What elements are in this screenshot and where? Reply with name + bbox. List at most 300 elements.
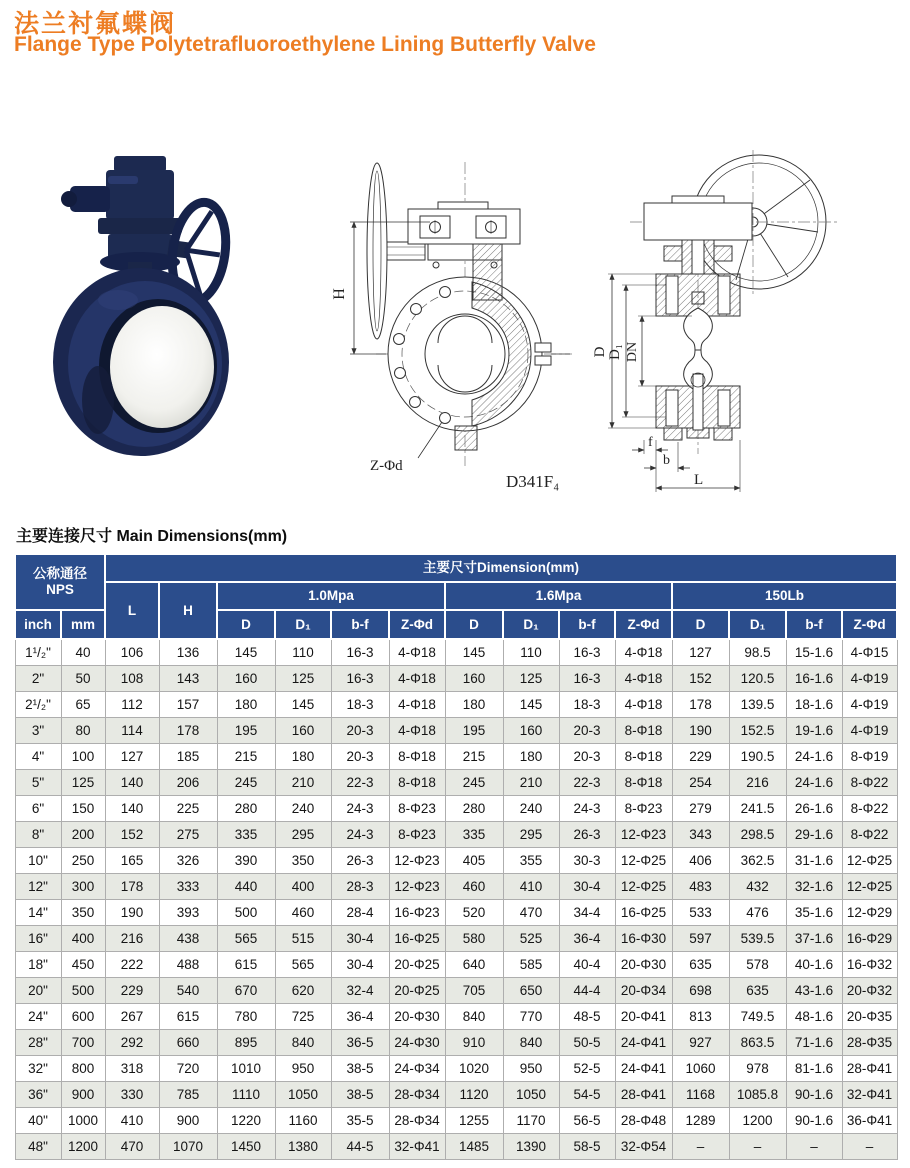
dimension-cell: 813	[672, 1004, 729, 1030]
dimension-cell: 6"	[15, 796, 61, 822]
dimension-cell: 24-1.6	[786, 770, 842, 796]
table-row	[15, 848, 897, 874]
dimension-cell: 140	[105, 796, 159, 822]
dimension-cell: 185	[159, 744, 217, 770]
dimension-cell: 470	[503, 900, 559, 926]
dimension-cell: 35-1.6	[786, 900, 842, 926]
dimension-cell: 8-Φ23	[615, 796, 672, 822]
dimension-cell: 20-3	[559, 744, 615, 770]
dimension-cell: 450	[61, 952, 105, 978]
dimension-cell: 400	[61, 926, 105, 952]
dimension-cell: 216	[105, 926, 159, 952]
dimension-cell: 900	[159, 1108, 217, 1134]
dimension-cell: 520	[445, 900, 503, 926]
valve-model-code: D341F₄	[506, 472, 560, 491]
dimension-cell: 540	[159, 978, 217, 1004]
dimension-cell: 355	[503, 848, 559, 874]
col-header-zphid: Z-Φd	[842, 610, 897, 639]
valve-photo	[48, 150, 243, 465]
dimension-cell: 200	[61, 822, 105, 848]
dimension-cell: 14"	[15, 900, 61, 926]
dimension-cell: –	[672, 1134, 729, 1160]
dn-dimension-label: DN	[625, 341, 640, 363]
dimension-cell: 539.5	[729, 926, 786, 952]
dimension-cell: 406	[672, 848, 729, 874]
dimension-cell: 160	[445, 666, 503, 692]
dimension-cell: 52-5	[559, 1056, 615, 1082]
dimension-cell: 16-Φ29	[842, 926, 897, 952]
dimension-cell: 600	[61, 1004, 105, 1030]
dimension-cell: 4-Φ18	[615, 666, 672, 692]
dimension-cell: 26-1.6	[786, 796, 842, 822]
dimension-cell: 12-Φ25	[615, 874, 672, 900]
dimension-cell: 950	[503, 1056, 559, 1082]
dimension-cell: 780	[217, 1004, 275, 1030]
dimension-cell: 24-3	[331, 796, 389, 822]
dimension-cell: 18"	[15, 952, 61, 978]
dimension-cell: 20-3	[331, 744, 389, 770]
dimension-cell: 2"	[15, 666, 61, 692]
dimension-cell: 1485	[445, 1134, 503, 1160]
dimension-cell: 112	[105, 692, 159, 718]
dimension-cell: 16-Φ23	[389, 900, 445, 926]
dimension-cell: 30-4	[331, 952, 389, 978]
dimension-cell: 1060	[672, 1056, 729, 1082]
dimension-cell: 108	[105, 666, 159, 692]
dimension-cell: 12-Φ25	[842, 848, 897, 874]
dimension-cell: 840	[445, 1004, 503, 1030]
dimension-cell: 40-4	[559, 952, 615, 978]
dimension-cell: 1070	[159, 1134, 217, 1160]
dimension-cell: 241.5	[729, 796, 786, 822]
dimension-cell: 565	[217, 926, 275, 952]
nps-label-zh: 公称通径	[33, 566, 87, 582]
col-group-10mpa: 1.0Mpa	[217, 582, 445, 610]
col-group-150lb: 150Lb	[672, 582, 897, 610]
table-row	[15, 796, 897, 822]
dimension-cell: 110	[275, 639, 331, 666]
f-dimension-label: f	[648, 435, 653, 450]
dimension-cell: 140	[105, 770, 159, 796]
dimension-cell: 165	[105, 848, 159, 874]
dimension-cell: 90-1.6	[786, 1108, 842, 1134]
dimension-cell: 343	[672, 822, 729, 848]
dimension-cell: 29-1.6	[786, 822, 842, 848]
dimension-cell: 785	[159, 1082, 217, 1108]
dimension-cell: 16-Φ32	[842, 952, 897, 978]
dimension-cell: 240	[503, 796, 559, 822]
dimension-cell: 1170	[503, 1108, 559, 1134]
table-row	[15, 1030, 897, 1056]
dimensions-table-body	[15, 639, 897, 1160]
dimension-cell: 139.5	[729, 692, 786, 718]
table-row	[15, 1134, 897, 1160]
dimension-cell: 840	[503, 1030, 559, 1056]
dimension-cell: 295	[275, 822, 331, 848]
table-row	[15, 718, 897, 744]
dimension-cell: 1255	[445, 1108, 503, 1134]
dimension-cell: 24-Φ34	[389, 1056, 445, 1082]
dimension-cell: 65	[61, 692, 105, 718]
dimension-cell: 300	[61, 874, 105, 900]
dimension-cell: 24-Φ30	[389, 1030, 445, 1056]
dimension-cell: 705	[445, 978, 503, 1004]
dimension-cell: 770	[503, 1004, 559, 1030]
dimension-cell: 950	[275, 1056, 331, 1082]
dimension-cell: 15-1.6	[786, 639, 842, 666]
dimension-cell: 3"	[15, 718, 61, 744]
dimension-cell: 195	[445, 718, 503, 744]
page-title-chinese: 法兰衬氟蝶阀	[14, 10, 177, 38]
dimension-cell: 216	[729, 770, 786, 796]
dimension-cell: 725	[275, 1004, 331, 1030]
dimension-cell: 635	[672, 952, 729, 978]
dimension-cell: 500	[217, 900, 275, 926]
dimension-cell: 8"	[15, 822, 61, 848]
col-header-bf: b-f	[331, 610, 389, 639]
dimension-cell: 18-1.6	[786, 692, 842, 718]
dimension-cell: 32"	[15, 1056, 61, 1082]
dimension-cell: 38-5	[331, 1056, 389, 1082]
dimension-cell: 20-Φ25	[389, 952, 445, 978]
dimension-cell: 1390	[503, 1134, 559, 1160]
dimension-cell: 24-3	[331, 822, 389, 848]
col-header-bf: b-f	[786, 610, 842, 639]
dimension-cell: 578	[729, 952, 786, 978]
dimension-cell: –	[729, 1134, 786, 1160]
dimension-cell: 12-Φ23	[615, 822, 672, 848]
gearbox	[644, 196, 752, 240]
dimension-cell: 215	[217, 744, 275, 770]
dimension-cell: 24-Φ41	[615, 1056, 672, 1082]
dimension-cell: 100	[61, 744, 105, 770]
bolt-pattern-label: Z-Φd	[370, 458, 403, 474]
dimension-cell: 330	[105, 1082, 159, 1108]
dimension-cell: 31-1.6	[786, 848, 842, 874]
dimension-cell: 24-Φ41	[615, 1030, 672, 1056]
dimension-cell: 50	[61, 666, 105, 692]
dimension-cell: 125	[61, 770, 105, 796]
dimension-cell: 440	[217, 874, 275, 900]
dimension-cell: 250	[61, 848, 105, 874]
dimension-cell: 32-Φ41	[389, 1134, 445, 1160]
dimension-cell: 58-5	[559, 1134, 615, 1160]
dimension-cell: 127	[105, 744, 159, 770]
dimension-cell: 114	[105, 718, 159, 744]
bolt-hole	[394, 334, 405, 345]
dimension-cell: 24-1.6	[786, 744, 842, 770]
b-dimension-label: b	[663, 453, 670, 468]
dimension-cell: 125	[275, 666, 331, 692]
table-row	[15, 744, 897, 770]
dimension-cell: 438	[159, 926, 217, 952]
dimension-cell: 275	[159, 822, 217, 848]
dimension-cell: 80	[61, 718, 105, 744]
dimension-cell: 145	[445, 639, 503, 666]
dimension-cell: 48-5	[559, 1004, 615, 1030]
dimension-cell: 229	[105, 978, 159, 1004]
dimension-cell: 4-Φ18	[389, 718, 445, 744]
col-header-d1: D₁	[275, 610, 331, 639]
dimension-cell: 20-Φ25	[389, 978, 445, 1004]
dimension-cell: 28-Φ35	[842, 1030, 897, 1056]
col-header-bf: b-f	[559, 610, 615, 639]
dimension-cell: 597	[672, 926, 729, 952]
dimension-cell: 4-Φ18	[389, 666, 445, 692]
dimension-cell: 37-1.6	[786, 926, 842, 952]
dimension-cell: 160	[275, 718, 331, 744]
header-row-2	[15, 582, 897, 610]
dimension-cell: 210	[275, 770, 331, 796]
col-header-d1: D₁	[503, 610, 559, 639]
bolt-callout-leader	[418, 422, 442, 458]
dimension-cell: 720	[159, 1056, 217, 1082]
col-header-nps	[15, 554, 105, 610]
valve-actuator	[61, 156, 182, 286]
dimension-cell: 28-Φ34	[389, 1108, 445, 1134]
dimension-cell: 160	[503, 718, 559, 744]
valve-body-section	[656, 240, 740, 440]
dimension-cell: 195	[217, 718, 275, 744]
dimension-cell: 335	[445, 822, 503, 848]
dimension-cell: 1220	[217, 1108, 275, 1134]
dimension-cell: 8-Φ18	[389, 770, 445, 796]
table-row	[15, 822, 897, 848]
dimension-cell: 145	[217, 639, 275, 666]
ptfe-lining	[110, 306, 214, 428]
dimension-cell: 749.5	[729, 1004, 786, 1030]
dimension-cell: 16-Φ25	[615, 900, 672, 926]
col-header-d: D	[445, 610, 503, 639]
h-dimension-label: H	[331, 288, 348, 300]
dimension-cell: 125	[503, 666, 559, 692]
dimension-cell: 26-3	[559, 822, 615, 848]
dimension-cell: 280	[445, 796, 503, 822]
dimension-cell: 405	[445, 848, 503, 874]
dimension-cell: 30-3	[559, 848, 615, 874]
dimension-cell: 24"	[15, 1004, 61, 1030]
dimension-cell: 136	[159, 639, 217, 666]
col-header-dimension: 主要尺寸Dimension(mm)	[105, 554, 897, 582]
dimension-cell: 1020	[445, 1056, 503, 1082]
dimension-cell: 333	[159, 874, 217, 900]
dimension-cell: 152.5	[729, 718, 786, 744]
dimension-cell: 180	[217, 692, 275, 718]
dimension-cell: 978	[729, 1056, 786, 1082]
dimension-cell: 180	[503, 744, 559, 770]
dimension-cell: 24-3	[559, 796, 615, 822]
dimension-cell: 157	[159, 692, 217, 718]
dimension-cell: 35-5	[331, 1108, 389, 1134]
table-row	[15, 1004, 897, 1030]
bolt-hole	[411, 304, 422, 315]
dimension-cell: 476	[729, 900, 786, 926]
col-header-l: L	[105, 582, 159, 639]
dimension-cell: 335	[217, 822, 275, 848]
dimension-cell: 152	[672, 666, 729, 692]
dimension-cell: 98.5	[729, 639, 786, 666]
dimension-cell: 20-Φ30	[615, 952, 672, 978]
dimension-cell: 1010	[217, 1056, 275, 1082]
dimension-cell: 12-Φ29	[842, 900, 897, 926]
dimension-cell: 190	[105, 900, 159, 926]
dimension-cell: 8-Φ22	[842, 770, 897, 796]
dimension-cell: 20-Φ35	[842, 1004, 897, 1030]
dimension-cell: 533	[672, 900, 729, 926]
dimension-cell: 20-Φ32	[842, 978, 897, 1004]
dimension-cell: 460	[275, 900, 331, 926]
side-view-drawing	[588, 142, 878, 507]
dimension-cell: 16-3	[331, 639, 389, 666]
dimension-cell: 362.5	[729, 848, 786, 874]
dimension-cell: 1289	[672, 1108, 729, 1134]
dimension-cell: 16-3	[559, 666, 615, 692]
dimension-cell: 4-Φ18	[615, 692, 672, 718]
dimension-cell: 28-4	[331, 900, 389, 926]
dimension-cell: –	[786, 1134, 842, 1160]
dimension-cell: 1050	[503, 1082, 559, 1108]
col-header-inch: inch	[15, 610, 61, 639]
dimension-cell: 390	[217, 848, 275, 874]
dimension-cell: 8-Φ18	[389, 744, 445, 770]
page-title-english: Flange Type Polytetrafluoroethylene Lining Butterfly Valve	[14, 33, 596, 56]
dimension-cell: 500	[61, 978, 105, 1004]
bolt-hole	[395, 368, 406, 379]
dimension-cell: 178	[159, 718, 217, 744]
dimension-cell: 22-3	[331, 770, 389, 796]
dimension-cell: 240	[275, 796, 331, 822]
dimension-cell: 4-Φ18	[389, 692, 445, 718]
table-row	[15, 1108, 897, 1134]
dimension-cell: 4-Φ15	[842, 639, 897, 666]
col-header-d: D	[217, 610, 275, 639]
dimension-cell: 32-Φ41	[842, 1082, 897, 1108]
dimension-cell: 615	[217, 952, 275, 978]
dimension-cell: 20-3	[559, 718, 615, 744]
dimension-cell: 20-3	[331, 718, 389, 744]
dimension-cell: 292	[105, 1030, 159, 1056]
dimension-cell: 410	[105, 1108, 159, 1134]
dimension-cell: 225	[159, 796, 217, 822]
dimension-cell: 525	[503, 926, 559, 952]
col-group-16mpa: 1.6Mpa	[445, 582, 672, 610]
dimension-cell: 54-5	[559, 1082, 615, 1108]
dimension-cell: 298.5	[729, 822, 786, 848]
dimension-cell: 160	[217, 666, 275, 692]
dimension-cell: 1050	[275, 1082, 331, 1108]
dimension-cell: 8-Φ18	[615, 744, 672, 770]
dimension-cell: 635	[729, 978, 786, 1004]
d1-dimension-label: D₁	[607, 343, 623, 361]
dimension-cell: 2¹/₂"	[15, 692, 61, 718]
dimension-cell: 4-Φ19	[842, 718, 897, 744]
dimension-cell: 145	[503, 692, 559, 718]
col-header-mm: mm	[61, 610, 105, 639]
dimension-cell: 16"	[15, 926, 61, 952]
dimension-cell: –	[842, 1134, 897, 1160]
dimension-cell: 178	[672, 692, 729, 718]
dimension-cell: 698	[672, 978, 729, 1004]
dimension-cell: 28-Φ41	[615, 1082, 672, 1108]
dimension-cell: 10"	[15, 848, 61, 874]
dimension-cell: 650	[503, 978, 559, 1004]
dimension-cell: 34-4	[559, 900, 615, 926]
dimension-cell: 180	[445, 692, 503, 718]
dimension-cell: 318	[105, 1056, 159, 1082]
dimension-cell: 4-Φ18	[389, 639, 445, 666]
dimension-cell: 1200	[61, 1134, 105, 1160]
dimension-cell: 106	[105, 639, 159, 666]
table-row	[15, 639, 897, 666]
dimension-cell: 254	[672, 770, 729, 796]
dimension-cell: 222	[105, 952, 159, 978]
dimension-cell: 8-Φ19	[842, 744, 897, 770]
dimension-cell: 36-4	[559, 926, 615, 952]
d-dimension-label: D	[592, 346, 608, 358]
dimension-cell: 180	[275, 744, 331, 770]
dimension-cell: 700	[61, 1030, 105, 1056]
bolt-hole	[410, 397, 421, 408]
dimension-cell: 71-1.6	[786, 1030, 842, 1056]
dimension-cell: 120.5	[729, 666, 786, 692]
dimension-cell: 28-Φ34	[389, 1082, 445, 1108]
col-header-h: H	[159, 582, 217, 639]
dimension-cell: 393	[159, 900, 217, 926]
dimension-cell: 38-5	[331, 1082, 389, 1108]
dimension-cell: 229	[672, 744, 729, 770]
dimension-cell: 26-3	[331, 848, 389, 874]
dimension-cell: 515	[275, 926, 331, 952]
dimension-cell: 1085.8	[729, 1082, 786, 1108]
col-header-zphid: Z-Φd	[615, 610, 672, 639]
dimension-cell: 483	[672, 874, 729, 900]
table-row	[15, 692, 897, 718]
table-row	[15, 952, 897, 978]
dimension-cell: 215	[445, 744, 503, 770]
dimension-cell: 16-1.6	[786, 666, 842, 692]
dimension-cell: 16-3	[559, 639, 615, 666]
dimension-cell: 1110	[217, 1082, 275, 1108]
dimension-cell: 470	[105, 1134, 159, 1160]
l-dimension-label: L	[694, 472, 704, 488]
dimension-cell: 4-Φ18	[615, 639, 672, 666]
dimension-cell: 19-1.6	[786, 718, 842, 744]
dimension-cell: 32-Φ54	[615, 1134, 672, 1160]
dimension-cell: 927	[672, 1030, 729, 1056]
dimension-cell: 178	[105, 874, 159, 900]
dimension-cell: 44-4	[559, 978, 615, 1004]
dimension-cell: 20"	[15, 978, 61, 1004]
table-row	[15, 926, 897, 952]
dimensions-table	[14, 553, 898, 1160]
dimension-cell: 910	[445, 1030, 503, 1056]
dimension-cell: 565	[275, 952, 331, 978]
dimension-cell: 32-1.6	[786, 874, 842, 900]
dimension-cell: 4-Φ19	[842, 666, 897, 692]
dimension-cell: 150	[61, 796, 105, 822]
table-row	[15, 666, 897, 692]
col-header-d1: D₁	[729, 610, 786, 639]
dimension-cell: 22-3	[559, 770, 615, 796]
valve-body	[53, 268, 229, 456]
dimension-cell: 895	[217, 1030, 275, 1056]
dimension-cell: 18-3	[559, 692, 615, 718]
dimension-cell: 48-1.6	[786, 1004, 842, 1030]
dimension-cell: 12-Φ25	[615, 848, 672, 874]
dimension-cell: 460	[445, 874, 503, 900]
dimension-cell: 8-Φ22	[842, 796, 897, 822]
front-view-drawing	[330, 146, 580, 506]
